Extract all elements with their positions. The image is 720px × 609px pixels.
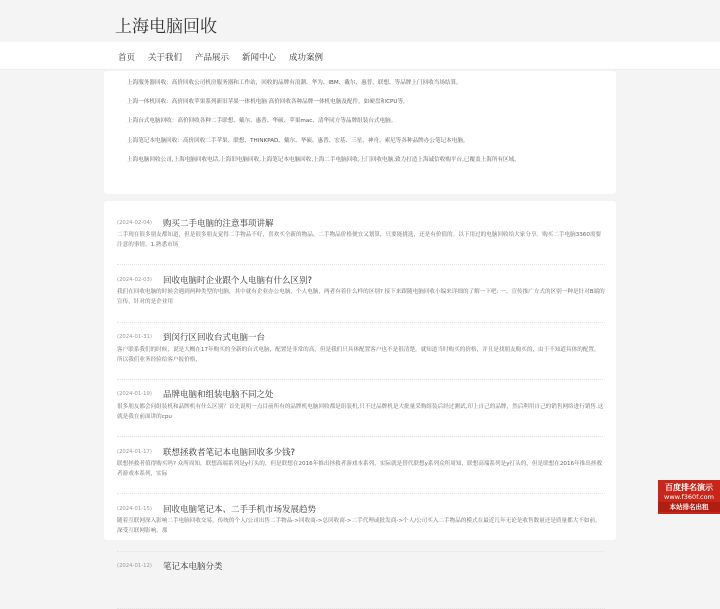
main-nav (0, 42, 720, 70)
article-title-link[interactable]: 回收电脑笔记本、二手手机市场发展趋势 (163, 504, 317, 515)
site-header (0, 0, 720, 42)
nav-item-news[interactable]: 新闻中心 (242, 53, 277, 63)
list-item (117, 208, 605, 265)
list-item (117, 437, 605, 494)
article-date: (2024-01-31) (117, 334, 152, 341)
article-summary: 联想拯救者值得购买吗? 众所周知，联想高端系列是y打头的，但是联想在2016年推出拯救者游戏本系列，实际就是替代联想y系列众所周知，联想高端系列是y打头的，但是联想在2016年推出拯救者游戏本系列，实际 (117, 461, 603, 478)
article-title-link[interactable]: 品牌电脑和组装电脑不同之处 (163, 390, 274, 401)
intro-paragraph: 上海服务器回收：高价回收公司机房服务器和工作站，回收的品牌有浪潮、华为、IBM、戴尔、惠普、联想、等品牌上门回收当场结算。 (127, 80, 462, 86)
article-summary (117, 574, 605, 594)
intro-paragraph: 上海台式电脑回收：高价回收各种二手联想、戴尔、惠普、华硕、苹果mac、清华同方等品牌组装台式电脑。 (127, 118, 397, 125)
article-date: (2024-02-04) (117, 219, 152, 226)
site-title[interactable]: 上海电脑回收 (115, 17, 217, 37)
article-title-link[interactable]: 到闵行区回收台式电脑一台 (163, 333, 266, 344)
article-date: (2024-01-15) (117, 505, 152, 512)
article-summary: 随着互联网深入影响二手电脑回收交易，传统的个人/公司出售二手物品->回收商->总回收商->二手代理或批发商->个人/公司买入二手物品的模式在最近几年无论是收售数量还是质量都大不如前，深受互联网影响。那 (117, 518, 601, 535)
article-title-link[interactable]: 购买二手电脑的注意事项讲解 (163, 218, 274, 229)
article-title-link[interactable]: 笔记本电脑分类 (163, 562, 223, 573)
intro-paragraph: 上海笔记本电脑回收：高价回收二手苹果、联想、THINKPAD、戴尔、华硕、惠普、宏基、三星、神舟、索尼等各种品牌办公笔记本电脑。 (127, 137, 469, 144)
badge-title: 百度排名演示 (665, 483, 713, 492)
intro-paragraph: 上海一体机回收：高价回收苹果系列新旧苹果一体机电脑 高价回收各种品牌一体机电脑及配件，如硬盘和CPU等。 (127, 99, 409, 106)
article-summary: 很多朋友都会问组装机和品牌机有什么区别？首先说明一点目前所有的品牌机电脑回收都是组装机,只不过品牌机是大批量采购组装后经过测试,印上自己的品牌，然后利用自己的销售网络进行销售.这就是我在前面讲的cpu (117, 403, 604, 420)
list-item (117, 265, 605, 322)
article-title-link[interactable]: 联想拯救者笔记本电脑回收多少钱? (163, 447, 296, 458)
list-item (117, 494, 605, 551)
article-summary: 二手现在很多朋友都知道，但是很多朋友觉得二手物品不好，喜欢买全新的物品。二手物品价格便宜又划算，只要能挑选，还是有价值的。以下用过的电脑回收给大家分享。购买二手电脑3360需要注意的事情。1.熟悉市场 (117, 232, 602, 248)
badge-subtitle: 本站排名出租 (658, 502, 720, 512)
article-title-link[interactable]: 回收电脑时企业跟个人电脑有什么区别? (163, 275, 313, 286)
nav-item-products[interactable]: 产品展示 (195, 53, 230, 63)
ranking-ad-badge[interactable] (658, 480, 720, 514)
badge-url: www.f360f.com (664, 493, 714, 501)
article-list (104, 201, 616, 573)
article-summary: 我们在回收电脑的时候会遇到两种类型的电脑，其中就有企业办公电脑、个人电脑，两者有着什么样的区别? 接下来跟随电脑回收小编来详细的了解一下吧: 一、宣传推广方式的区别一种是针对B端的宣传，针对的是企业用 (117, 289, 605, 306)
nav-item-home[interactable]: 首页 (118, 53, 136, 63)
nav-item-about[interactable]: 关于我们 (148, 53, 183, 63)
intro-panel (104, 71, 616, 194)
intro-paragraph: 上海电脑回收公司,上海电脑回收电话,上海旧电脑回收,上海笔记本电脑回收,上海二手电脑回收,上门回收电脑,致力打造上海诚信收购平台,已覆盖上海所有区域。 (127, 156, 520, 163)
list-item (117, 552, 605, 609)
nav-item-cases[interactable]: 成功案例 (289, 53, 324, 63)
article-date: (2024-01-19) (117, 391, 152, 398)
article-date: (2024-01-12) (117, 563, 152, 570)
article-date: (2024-02-03) (117, 276, 152, 283)
list-item (117, 323, 605, 380)
article-summary: 客户联系我们的时候，说是大概在17年购买的全新的台式电脑，配置是非常的高，但是我们只具体配置客户也不是很清楚，就知道当时购买的价格，并且是找朋友购买的，由于不知道具体的配置，所以我们业务经验给客户报价格， (117, 346, 600, 363)
article-date: (2024-01-17) (117, 448, 152, 455)
list-item (117, 380, 605, 437)
